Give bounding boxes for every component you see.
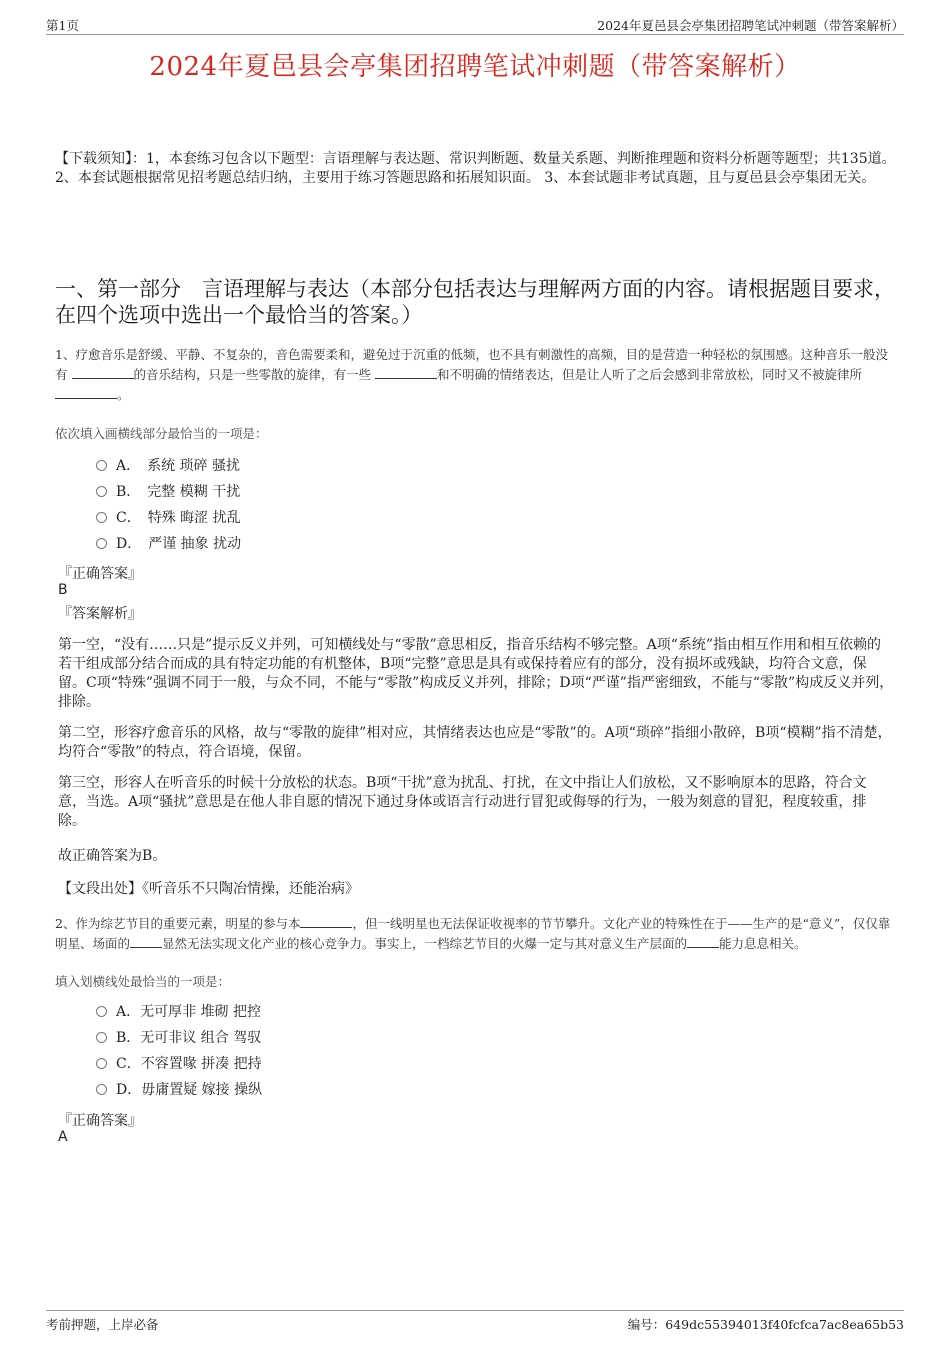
question-1-stem: 1、疗愈音乐是舒缓、平静、不复杂的，音色需要柔和，避免过于沉重的低频，也不具有刺激性的高频，目的是营造一种轻松的氛围感。这种音乐一般没有 的音乐结构，只是一些零散的旋律，有一些 和不明确的情绪表达，但是让人听了之后会感到非常放松，同时又不被旋律所 。 <box>55 347 888 402</box>
option-radio[interactable]: A．无可厚非 堆砌 把控 <box>96 1001 261 1023</box>
answer-value: A <box>58 1129 68 1145</box>
section-heading: 一、第一部分 言语理解与表达（本部分包括表达与理解两方面的内容。请根据题目要求，在四个选项中选出一个最恰当的答案。） <box>55 277 895 327</box>
answer-value: B <box>58 582 68 598</box>
answer-label: 『正确答案』 <box>58 566 142 582</box>
footer-doc-id: 编号：649dc55394013f40fcfca7ac8ea65b53 <box>627 1317 904 1332</box>
radio-icon[interactable] <box>96 1084 107 1095</box>
analysis-paragraph: 第一空，“没有……只是”提示反义并列，可知横线处与“零散”意思相反，指音乐结构不够完整。A项“系统”指由相互作用和相互依赖的若干组成部分结合而成的具有特定功能的有机整体，B项“完整”意思是具有或保持着应有的部分，没有损坏或残缺，均符合文意，保留。C项“特殊”强调不同于一般，与众不同，不能与“零散”构成反义并列，排除；D项“严谨”指严密细致，不能与“零散”构成反义并列，排除。 <box>58 637 894 710</box>
page-footer <box>46 1310 904 1333</box>
radio-icon[interactable] <box>96 1006 107 1017</box>
option-radio[interactable]: D． 严谨 抽象 扰动 <box>96 533 241 555</box>
source-note: 【文段出处】《听音乐不只陶冶情操，还能治病》 <box>58 881 359 897</box>
blank <box>55 385 117 399</box>
download-notice: 【下载须知】：1，本套练习包含以下题型：言语理解与表达题、常识判断题、数量关系题、判断推理题和资料分析题等题型；共135道。 2、本套试题根据常见招考题总结归纳，主要用于练习答题思路和拓展知识面。 3、本套试题非考试真题，且与夏邑县会亭集团无关。 <box>55 151 896 186</box>
analysis-label: 『答案解析』 <box>58 606 142 622</box>
document-title: 2024年夏邑县会亭集团招聘笔试冲刺题（带答案解析） <box>149 52 801 82</box>
analysis-conclusion: 故正确答案为B。 <box>58 848 167 864</box>
analysis-paragraph: 第二空，形容疗愈音乐的风格，故与“零散的旋律”相对应，其情绪表达也应是“零散”的。A项“琐碎”指细小散碎，B项“模糊”指不清楚，均符合“零散”的特点，符合语境，保留。 <box>58 725 892 760</box>
option-radio[interactable]: D．毋庸置疑 嫁接 操纵 <box>96 1079 262 1101</box>
blank <box>130 934 162 948</box>
question-1-prompt: 依次填入画横线部分最恰当的一项是： <box>55 426 268 441</box>
blank <box>687 934 719 948</box>
radio-icon[interactable] <box>96 1058 107 1069</box>
question-2-prompt: 填入划横线处最恰当的一项是： <box>55 974 231 989</box>
option-radio[interactable]: C． 特殊 晦涩 扰乱 <box>96 507 241 529</box>
header-doc-title: 2024年夏邑县会亭集团招聘笔试冲刺题（带答案解析） <box>597 18 904 33</box>
question-2-stem: 2、作为综艺节目的重要元素，明星的参与本 ，但一线明星也无法保证收视率的节节攀升。文化产业的特殊性在于——生产的是“意义”，仅仅靠明星、场面的 显然无法实现文化产业的核心竞争力。事实上，一档综艺节目的火爆一定与其对意义生产层面的 能力息息相关。 <box>55 916 891 951</box>
analysis-paragraph: 第三空，形容人在听音乐的时候十分放松的状态。B项“干扰”意为扰乱、打扰，在文中指让人们放松，又不影响原本的思路，符合文意，当选。A项“骚扰”意思是在他人非自愿的情况下通过身体或语言行动进行冒犯或侮辱的行为，一般为刻意的冒犯，程度较重，排除。 <box>58 775 867 829</box>
option-radio[interactable]: A． 系统 琐碎 骚扰 <box>96 455 240 477</box>
answer-label: 『正确答案』 <box>58 1113 142 1129</box>
blank <box>375 365 437 379</box>
blank <box>72 365 134 379</box>
radio-icon[interactable] <box>96 460 107 471</box>
radio-icon[interactable] <box>96 512 107 523</box>
radio-icon[interactable] <box>96 1032 107 1043</box>
option-radio[interactable]: B． 完整 模糊 干扰 <box>96 481 240 503</box>
page-number: 第1页 <box>46 18 79 33</box>
blank <box>300 914 352 928</box>
page-header <box>46 14 904 35</box>
radio-icon[interactable] <box>96 538 107 549</box>
radio-icon[interactable] <box>96 486 107 497</box>
option-radio[interactable]: C．不容置喙 拼凑 把持 <box>96 1053 262 1075</box>
footer-slogan: 考前押题，上岸必备 <box>46 1317 159 1332</box>
option-radio[interactable]: B．无可非议 组合 驾驭 <box>96 1027 261 1049</box>
